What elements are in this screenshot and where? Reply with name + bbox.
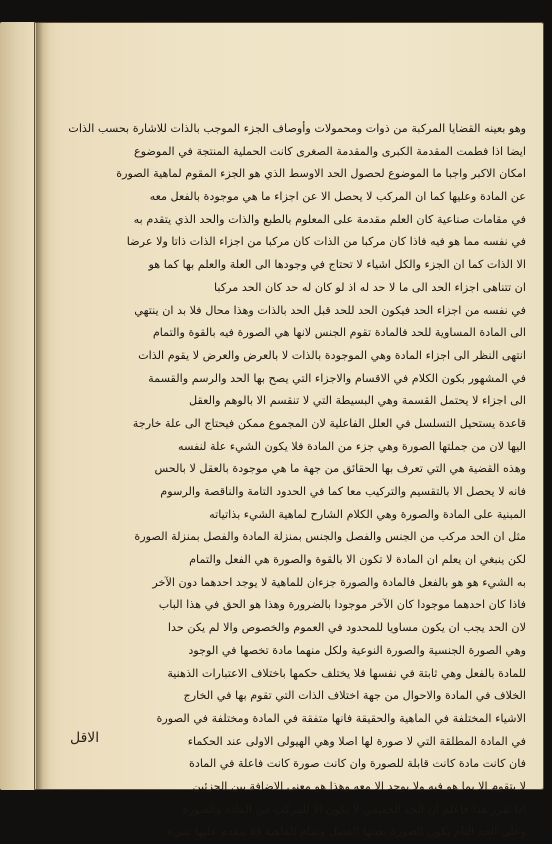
text-line: في مقامات صناعية كان العلم مقدمة على المعلوم بالطبع والذات والحد الذي يتقدم به — [133, 212, 526, 226]
text-line: الى اجزاء لا يحتمل القسمة وهي البسيطة التي لا تنقسم الا بالوهم والعقل — [189, 394, 526, 408]
text-line: في نفسه من اجزاء الحد فيكون الحد للحد قبل الحد بالذات وهذا محال فلا بد ان ينتهي — [134, 303, 526, 317]
text-line: مثل ان الحد مركب من الجنس والفصل والجنس بمنزلة المادة والفصل بمنزلة الصورة — [134, 530, 526, 544]
text-line: للمادة بالفعل وهي ثابتة في نفسها فلا يختلف حكمها باختلاف الاعتبارات الذهنية — [167, 666, 526, 680]
text-line: الخلاف في المادة والاحوال من جهة اختلاف الذات التي تقوم بها في الخارج — [183, 689, 526, 703]
text-line: عن المادة وعليها كما ان المركب لا يحصل الا عن اجزاء ما هي موجودة بالفعل معه — [149, 190, 526, 204]
page-gutter — [36, 22, 50, 790]
text-line: لكن ينبغي ان يعلم ان المادة لا تكون الا بالقوة والصورة هي الفعل والتمام — [189, 553, 526, 567]
text-line: الا الذات كما ان الجزء والكل اشياء لا تحتاج في وجودها الى العلة والعلم بها كما هو — [148, 258, 526, 272]
text-line: فان كانت مادة كانت قابلة للصورة وان كانت صورة كانت فاعلة في المادة — [189, 757, 526, 771]
text-line: به الشيء هو هو بالفعل فالمادة والصورة جزءان للماهية لا يوجد احدهما دون الآخر — [152, 575, 526, 589]
text-line: الى المادة المساوية للحد فالمادة تقوم الجنس لانها هي الصورة فيه بالقوة والتمام — [152, 326, 526, 340]
text-line: اذا تقرر هذا فاعلم ان الحد الحقيقي لا يكون الا للمركب من المادة والصورة — [182, 802, 526, 816]
text-line: وهي الصورة الجنسية والصورة النوعية ولكل منهما مادة تخصها في الوجود — [188, 643, 526, 657]
text-line: اليها لان من جملتها الصورة وهي جزء من المادة فلا يكون الشيء علة لنفسه — [178, 439, 526, 453]
text-line: فاذا كان احدهما موجودا كان الآخر موجودا بالضرورة وهذا هو الحق في هذا الباب — [158, 598, 526, 612]
text-line: انتهى النظر الى اجزاء المادة وهي الموجودة بالذات لا بالعرض والعرض لا يقوم الذات — [138, 348, 526, 362]
text-line: وهو بعينه القضايا المركبة من ذوات ومحمولات وأوصاف الجزء الموجب بالذات للاشارة بحسب الذات — [68, 122, 526, 135]
text-line: ان تتناهى اجزاء الحد الى ما لا حد له اذ لو كان له حد كان الحد مركبا — [214, 280, 526, 294]
text-line: في المشهور بكون الكلام في الاقسام والاجزاء التي يصح بها الحد والرسم والقسمة — [148, 371, 526, 385]
text-line: فانه لا يحصل الا بالتقسيم والتركيب معا كما في الحدود التامة والناقصة والرسوم — [160, 485, 526, 498]
text-line: وعلى الحد التام يكون الصورة بعينها الفصل وتمام الماهية فلا يتقدم عليها شيء — [167, 825, 526, 839]
text-line: في نفسه مما هو فيه فاذا كان مركبا من الذات كان مركبا من اجزاء الذات ذاتا ولا عرضا — [126, 235, 526, 249]
text-line: امكان الاكبر واجبا ما الموضوع لحصول الحد الاوسط الذي هو الجزء المقوم لماهية الصورة — [116, 167, 526, 181]
text-line: الاشياء المختلفة في الماهية والحقيقة فانها متفقة في المادة ومختلفة في الصورة — [156, 711, 526, 725]
text-line: في المادة المطلقة التي لا صورة لها اصلا وهي الهيولى الاولى عند الحكماء — [187, 734, 526, 748]
page-number: الاقل — [70, 730, 100, 746]
text-line: ايضا اذا فطمت المقدمة الكبرى والمقدمة الصغرى كانت الحملية المنتجة في الموضوع — [133, 144, 526, 158]
text-line: قاعدة يستحيل التسلسل في العلل الفاعلية لان المجموع ممكن فيحتاج الى علة خارجة — [132, 416, 526, 430]
text-line: لا يتقوم الا بما هو فيه ولا يوجد الا معه وهذا هو معنى الاضافة بين الجزئين — [192, 779, 526, 793]
text-line: وهذه القضية هي التي تعرف بها الحقائق من جهة ما هي موجودة بالعقل لا بالحس — [154, 462, 526, 476]
manuscript-text-block — [68, 118, 526, 839]
text-line: المبنية على المادة والصورة وهي الكلام الشارح لماهية الشيء بذاتياته — [209, 507, 526, 521]
text-line: لان الحد يجب ان يكون مساويا للمحدود في العموم والخصوص والا لم يكن حدا — [167, 621, 526, 635]
